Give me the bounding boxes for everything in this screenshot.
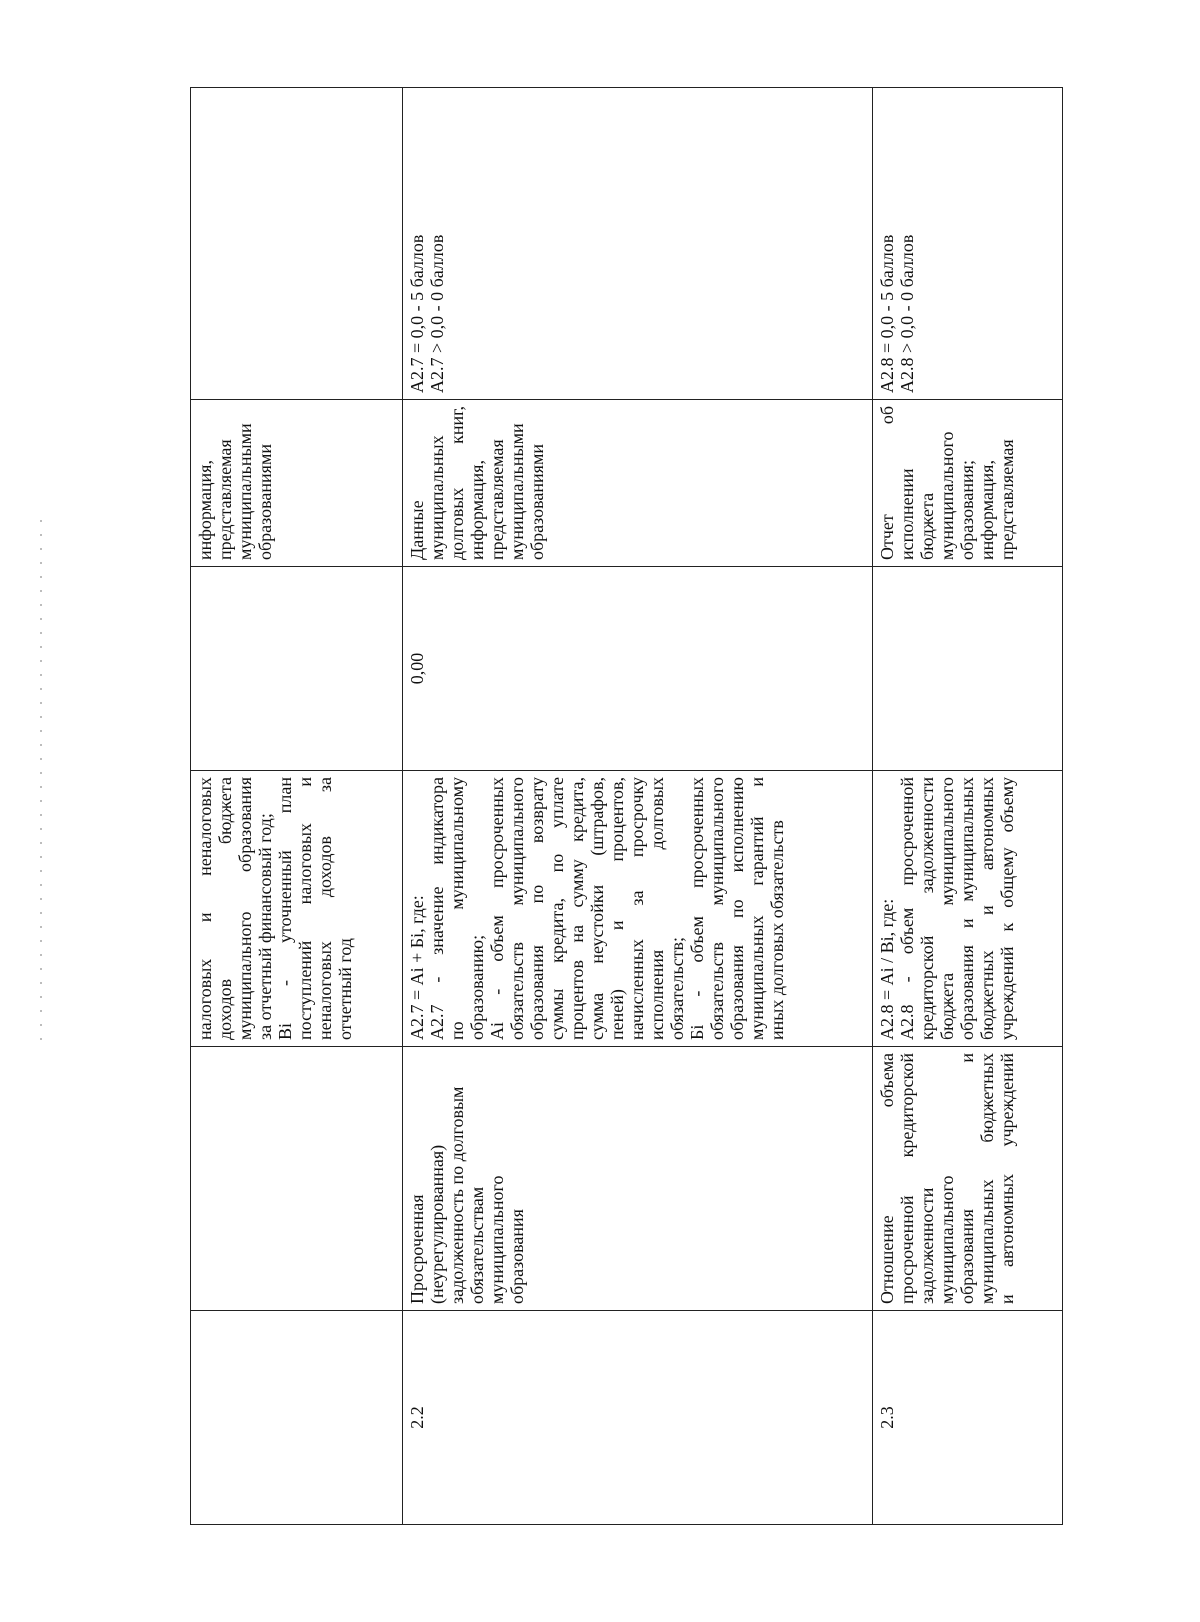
cell-text-line: образования и муниципальных <box>957 777 977 1040</box>
cell-text-line: сумма неустойки (штрафов, <box>587 777 607 1040</box>
cell-text-line: А2.7 = 0,0 - 5 баллов <box>407 234 427 393</box>
cell-text-line: А2.8 > 0,0 - 0 баллов <box>897 234 917 393</box>
cell-text-line: Вi - уточненный план <box>275 777 295 1040</box>
cell-text-line: Бi - объем просроченных <box>687 777 707 1040</box>
cell-text-line: образования по исполнению <box>727 777 747 1040</box>
value-cell <box>873 567 1063 771</box>
cell-text-line: кредиторской задолженности <box>917 777 937 1040</box>
cell-text-line: 2.3 <box>877 1406 897 1429</box>
cell-text-line: начисленных за просрочку <box>627 777 647 1040</box>
cell-text-line: муниципальных <box>427 435 447 560</box>
cell-text-line: просроченной кредиторской <box>897 1053 917 1304</box>
scoring-cell <box>191 88 403 400</box>
cell-text-line: Просроченная <box>407 1194 427 1304</box>
cell-text-line: бюджетных и автономных <box>977 777 997 1040</box>
scoring-cell <box>403 88 873 400</box>
cell-text-line: муниципального <box>937 1175 957 1304</box>
indicator-value: 0,00 <box>407 652 427 685</box>
cell-text-line: отчетный год <box>335 938 355 1040</box>
cell-text-line: муниципального <box>937 431 957 560</box>
cell-text-line: по муниципальному <box>447 777 467 1040</box>
cell-text-line: доходов бюджета <box>215 777 235 1040</box>
cell-text-line: бюджета <box>917 492 937 560</box>
cell-text-line: муниципальными <box>507 423 527 560</box>
cell-text-line: задолженности <box>917 1187 937 1304</box>
cell-text-line: образования; <box>957 460 977 560</box>
value-cell <box>191 567 403 771</box>
value-cell <box>403 567 873 771</box>
cell-text-line: представляемая <box>487 439 507 560</box>
cell-text-line: А2.7 = Аi + Бi, где: <box>407 895 427 1040</box>
cell-text-line: представляемая <box>997 439 1017 560</box>
cell-text-line: неналоговых доходов за <box>315 777 335 1040</box>
cell-text-line: информация, <box>977 460 997 560</box>
cell-text-line: учреждений к общему объему <box>997 777 1017 1040</box>
source-cell <box>873 400 1063 567</box>
cell-text-line: Данные <box>407 500 427 560</box>
cell-text-line: задолженность по долговым <box>447 1086 467 1304</box>
cell-text-line: бюджета муниципального <box>937 777 957 1040</box>
cell-text-line: А2.8 = Аi / Вi, где: <box>877 898 897 1040</box>
cell-text-line: представляемая <box>215 439 235 560</box>
cell-text-line: муниципальными <box>235 423 255 560</box>
cell-text-line: иных долговых обязательств <box>767 820 787 1040</box>
cell-text-line: обязательств муниципального <box>707 777 727 1040</box>
table-row <box>191 88 403 1525</box>
cell-text-line: пеней) и процентов, <box>607 777 627 1040</box>
cell-text-line: А2.7 - значение индикатора <box>427 777 447 1040</box>
cell-text-line: А2.8 = 0,0 - 5 баллов <box>877 234 897 393</box>
cell-text-line: образованию; <box>467 934 487 1040</box>
cell-text-line: процентов на сумму кредита, <box>567 777 587 1040</box>
cell-text-line: образования <box>507 1209 527 1304</box>
formula-cell <box>191 771 403 1047</box>
cell-text-line: обязательств муниципального <box>507 777 527 1040</box>
formula-cell <box>873 771 1063 1047</box>
row-number-cell <box>191 1311 403 1525</box>
indicator-name-cell <box>191 1047 403 1311</box>
cell-text-line: Отчет об <box>877 406 897 560</box>
cell-text-line: исполнении <box>897 468 917 560</box>
indicator-table <box>190 87 1063 1525</box>
cell-text-line: образования и <box>957 1053 977 1304</box>
table-row <box>403 88 873 1525</box>
cell-text-line: образования по возврату <box>527 777 547 1040</box>
source-cell <box>191 400 403 567</box>
source-cell <box>403 400 873 567</box>
indicator-name-cell <box>873 1047 1063 1311</box>
cell-text-line: обязательствам <box>467 1186 487 1304</box>
cell-text-line: налоговых и неналоговых <box>195 777 215 1040</box>
cell-text-line: за отчетный финансовый год; <box>255 813 275 1040</box>
cell-text-line: муниципальных гарантий и <box>747 777 767 1040</box>
cell-text-line: исполнения долговых <box>647 777 667 1040</box>
cell-text-line: (неурегулированная) <box>427 1144 447 1304</box>
cell-text-line: поступлений налоговых и <box>295 777 315 1040</box>
row-number-cell <box>873 1311 1063 1525</box>
cell-text-line: муниципального <box>487 1175 507 1304</box>
cell-text-line: 2.2 <box>407 1406 427 1429</box>
cell-text-line: образованиями <box>255 444 275 560</box>
table-row <box>873 88 1063 1525</box>
scoring-cell <box>873 88 1063 400</box>
cell-text-line: информация, <box>195 460 215 560</box>
cell-text-line: А2.8 - объем просроченной <box>897 777 917 1040</box>
cell-text-line: долговых книг, <box>447 406 467 560</box>
cell-text-line: образованиями <box>527 444 547 560</box>
cell-text-line: информация, <box>467 460 487 560</box>
formula-cell <box>403 771 873 1047</box>
cell-text-line: и автономных учреждений <box>997 1053 1017 1304</box>
cell-text-line: обязательств; <box>667 936 687 1040</box>
rotated-table-container <box>190 88 1062 1525</box>
indicator-name-cell <box>403 1047 873 1311</box>
cell-text-line: суммы кредита, по уплате <box>547 777 567 1040</box>
scan-binding-dots <box>40 520 42 1040</box>
row-number-cell <box>403 1311 873 1525</box>
cell-text-line: Аi - объем просроченных <box>487 777 507 1040</box>
cell-text-line: А2.7 > 0,0 - 0 баллов <box>427 234 447 393</box>
cell-text-line: Отношение объема <box>877 1053 897 1304</box>
cell-text-line: муниципальных бюджетных <box>977 1053 997 1304</box>
cell-text-line: муниципального образования <box>235 777 255 1040</box>
